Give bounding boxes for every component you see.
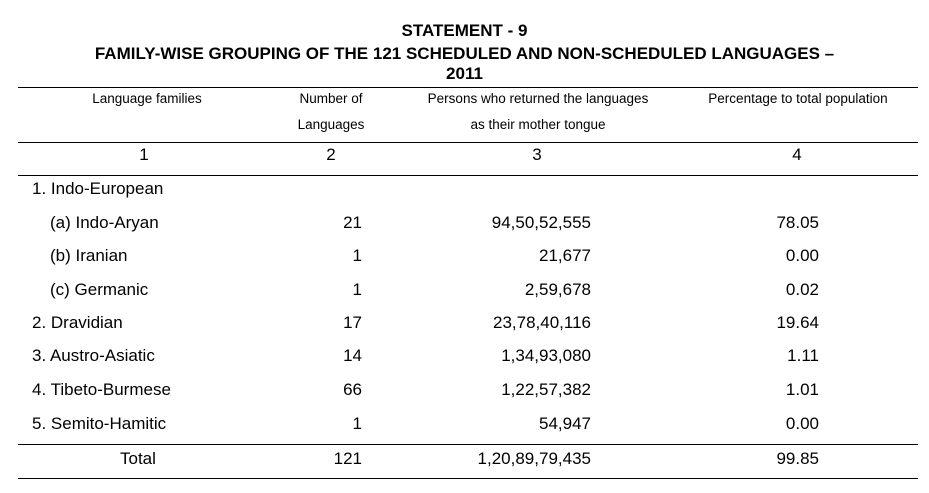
column-number-2: 2 xyxy=(326,145,336,164)
title-line-3: 2011 xyxy=(446,64,483,83)
number-cell: 66 xyxy=(343,380,362,399)
percentage-cell: 0.02 xyxy=(785,280,819,299)
header-rule xyxy=(18,142,918,143)
percentage-cell: 1.11 xyxy=(787,346,819,365)
family-cell: (a) Indo-Aryan xyxy=(50,213,159,232)
number-cell: 1 xyxy=(352,414,362,433)
family-cell: 4. Tibeto-Burmese xyxy=(32,380,171,399)
total-label: Total xyxy=(120,449,156,468)
column-number-1: 1 xyxy=(139,145,149,164)
persons-cell: 21,677 xyxy=(539,246,591,265)
number-cell: 1 xyxy=(352,246,362,265)
header-persons-line-2: as their mother tongue xyxy=(470,117,606,132)
percentage-cell: 78.05 xyxy=(776,213,819,232)
persons-cell: 94,50,52,555 xyxy=(491,213,591,232)
persons-cell: 1,22,57,382 xyxy=(501,380,591,399)
header-number-line-2: Languages xyxy=(297,117,365,132)
family-cell: 1. Indo-European xyxy=(32,179,164,198)
percentage-cell: 0.00 xyxy=(785,414,819,433)
persons-cell: 54,947 xyxy=(539,414,591,433)
family-cell: (b) Iranian xyxy=(50,246,128,265)
total-rule xyxy=(18,444,918,445)
header-language-families: Language families xyxy=(92,91,202,106)
header-percentage: Percentage to total population xyxy=(708,91,888,106)
family-cell: 5. Semito-Hamitic xyxy=(32,414,167,433)
percentage-cell: 0.00 xyxy=(785,246,819,265)
title-line-1: STATEMENT - 9 xyxy=(401,21,528,40)
family-cell: 3. Austro-Asiatic xyxy=(32,346,155,365)
persons-cell: 1,34,93,080 xyxy=(501,346,591,365)
total-persons-cell: 1,20,89,79,435 xyxy=(477,449,591,468)
number-cell: 1 xyxy=(352,280,362,299)
family-cell: 2. Dravidian xyxy=(32,313,123,332)
number-cell: 21 xyxy=(343,213,362,232)
number-cell: 17 xyxy=(343,313,362,332)
total-percentage-cell: 99.85 xyxy=(776,449,819,468)
number-cell: 14 xyxy=(343,346,362,365)
column-number-3: 3 xyxy=(532,145,542,164)
total-number-cell: 121 xyxy=(333,449,362,468)
header-number-line-1: Number of xyxy=(299,91,363,106)
percentage-cell: 19.64 xyxy=(776,313,819,332)
column-numbers-rule xyxy=(18,175,918,176)
percentage-cell: 1.01 xyxy=(785,380,819,399)
family-cell: (c) Germanic xyxy=(50,280,149,299)
persons-cell: 2,59,678 xyxy=(524,280,591,299)
bottom-rule xyxy=(18,478,918,479)
column-number-4: 4 xyxy=(792,145,802,164)
header-persons-line-1: Persons who returned the languages xyxy=(427,91,649,106)
title-line-2: FAMILY-WISE GROUPING OF THE 121 SCHEDULED AND NON-SCHEDULED LANGUAGES – xyxy=(94,44,835,63)
persons-cell: 23,78,40,116 xyxy=(493,313,591,332)
